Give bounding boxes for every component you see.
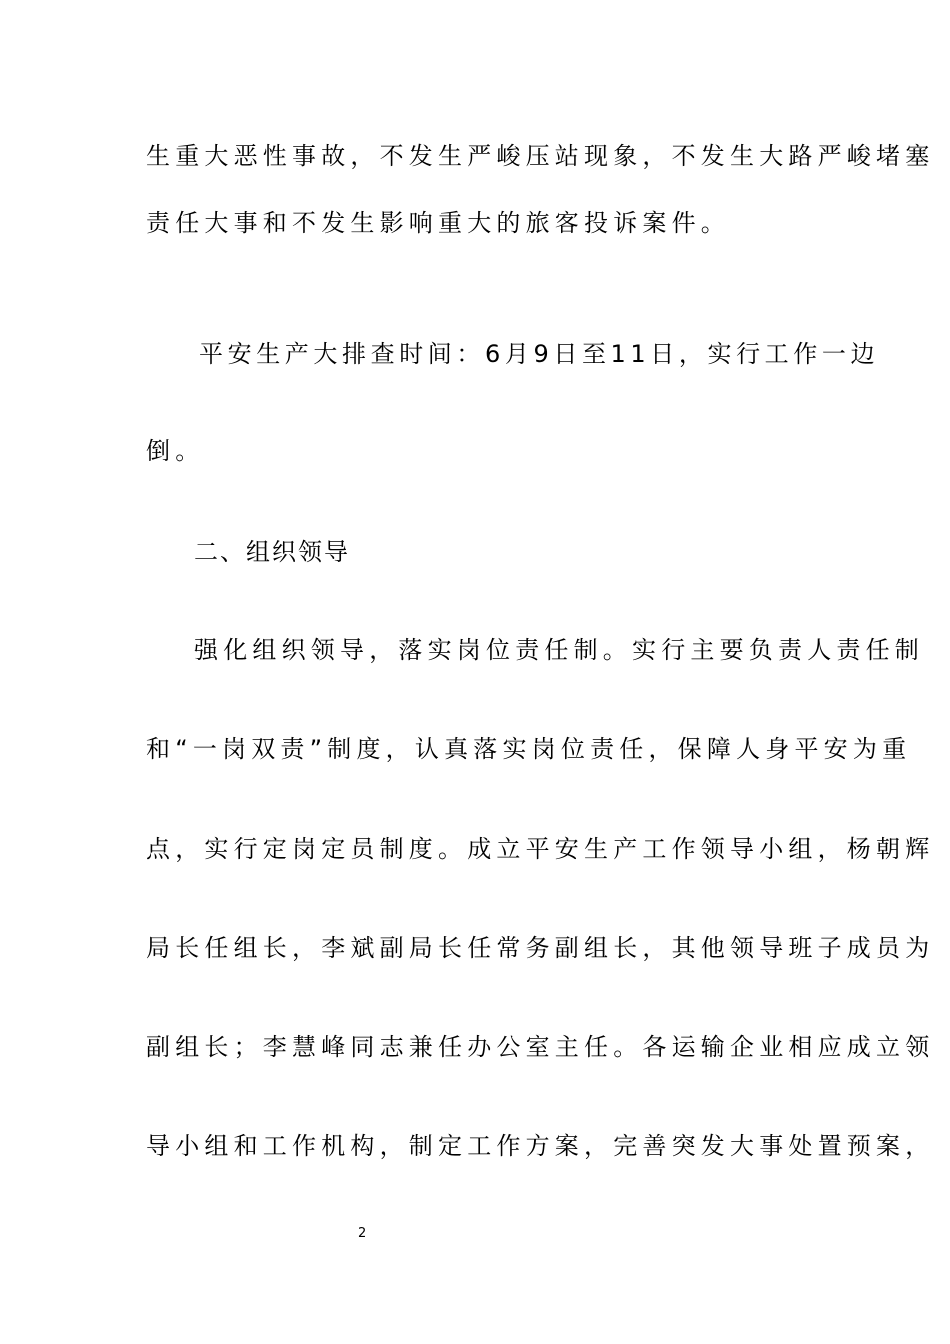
text-line-9: 局长任组长，李斌副局长任常务副组长，其他领导班子成员为 [146, 934, 935, 962]
text-line-1: 生重大恶性事故，不发生严峻压站现象，不发生大路严峻堵塞 [146, 142, 935, 170]
text-line-10: 副组长；李慧峰同志兼任办公室主任。各运输企业相应成立领 [146, 1033, 935, 1061]
text-line-11: 导小组和工作机构，制定工作方案，完善突发大事处置预案， [146, 1132, 935, 1160]
text-line-4: 倒。 [146, 437, 205, 465]
page-number: 2 [358, 1226, 367, 1241]
text-line-8: 点，实行定岗定员制度。成立平安生产工作领导小组，杨朝辉 [146, 835, 935, 863]
section-heading: 二、组织领导 [194, 538, 350, 566]
text-line-7: 和“一岗双责”制度，认真落实岗位责任，保障人身平安为重 [146, 735, 912, 763]
text-line-6: 强化组织领导，落实岗位责任制。实行主要负责人责任制 [194, 636, 924, 664]
text-line-3: 平安生产大排查时间：6月9日至11日，实行工作一边 [199, 340, 880, 368]
text-line-2: 责任大事和不发生影响重大的旅客投诉案件。 [146, 209, 730, 237]
